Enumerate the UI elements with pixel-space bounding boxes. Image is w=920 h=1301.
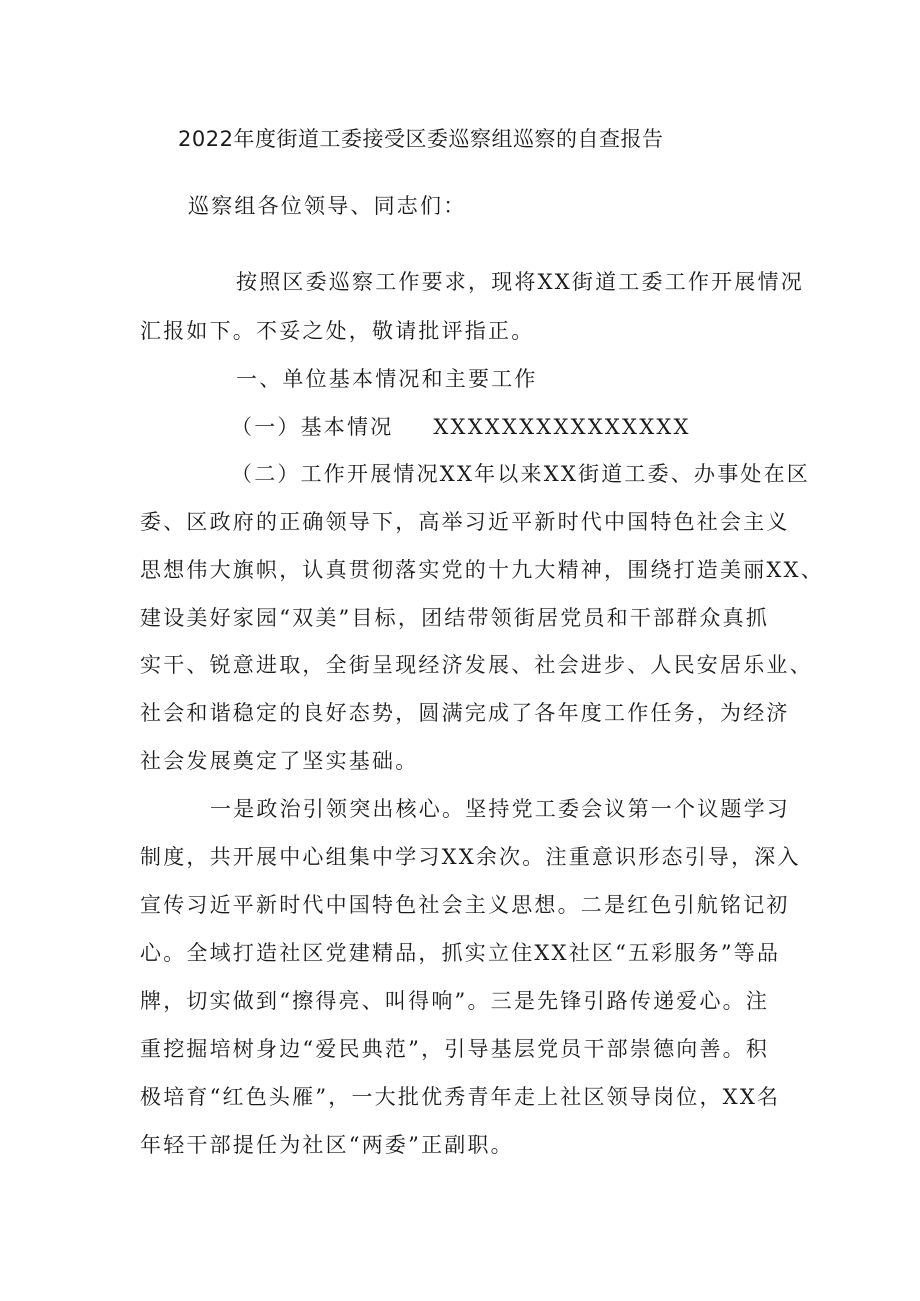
intro-line-2: 汇报如下。不妥之处，敬请批评指正。 (140, 319, 535, 343)
work-line-2: 委、区政府的正确领导下，高举习近平新时代中国特色社会主义 (140, 510, 790, 534)
work-line-5: 实干、锐意进取，全街呈现经济发展、社会进步、人民安居乐业、 (140, 653, 813, 677)
politics-line-7: 极培育“红色头雁”，一大批优秀青年走上社区领导岗位，XX名 (140, 1085, 781, 1109)
salutation: 巡察组各位领导、同志们： (188, 194, 467, 218)
politics-line-8: 年轻干部提任为社区“两委”正副职。 (140, 1133, 514, 1157)
politics-line-6: 重挖掘培树身边“爱民典范”，引导基层党员干部崇德向善。积 (140, 1037, 770, 1061)
politics-line-1: 一是政治引领突出核心。坚持党工委会议第一个议题学习 (210, 797, 790, 821)
basic-situation-value: XXXXXXXXXXXXXXX (433, 415, 691, 439)
work-line-3: 思想伟大旗帜，认真贯彻落实党的十九大精神，围绕打造美丽XX、 (140, 558, 824, 582)
intro-line-1: 按照区委巡察工作要求，现将XX街道工委工作开展情况 (236, 270, 804, 294)
politics-line-5: 牌，切实做到“擦得亮、叫得响”。三是先锋引路传递爱心。注 (140, 989, 770, 1013)
work-line-1: （二）工作开展情况XX年以来XX街道工委、办事处在区 (231, 462, 810, 486)
work-line-4: 建设美好家园“双美”目标，团结带领街居党员和干部群众真抓 (140, 606, 770, 630)
politics-line-2: 制度，共开展中心组集中学习XX余次。注重意识形态引导，深入 (140, 845, 801, 869)
document-title: 2022年度街道工委接受区委巡察组巡察的自查报告 (178, 127, 664, 151)
work-line-6: 社会和谐稳定的良好态势，圆满完成了各年度工作任务，为经济 (140, 701, 790, 725)
politics-line-3: 宣传习近平新时代中国特色社会主义思想。二是红色引航铭记初 (140, 893, 790, 917)
politics-line-4: 心。全域打造社区党建精品，抓实立住XX社区“五彩服务”等品 (140, 941, 781, 965)
basic-situation-label: （一）基本情况 (231, 415, 394, 439)
work-line-7: 社会发展奠定了坚实基础。 (140, 749, 419, 773)
section-heading: 一、单位基本情况和主要工作 (236, 367, 538, 391)
basic-situation (231, 411, 691, 441)
